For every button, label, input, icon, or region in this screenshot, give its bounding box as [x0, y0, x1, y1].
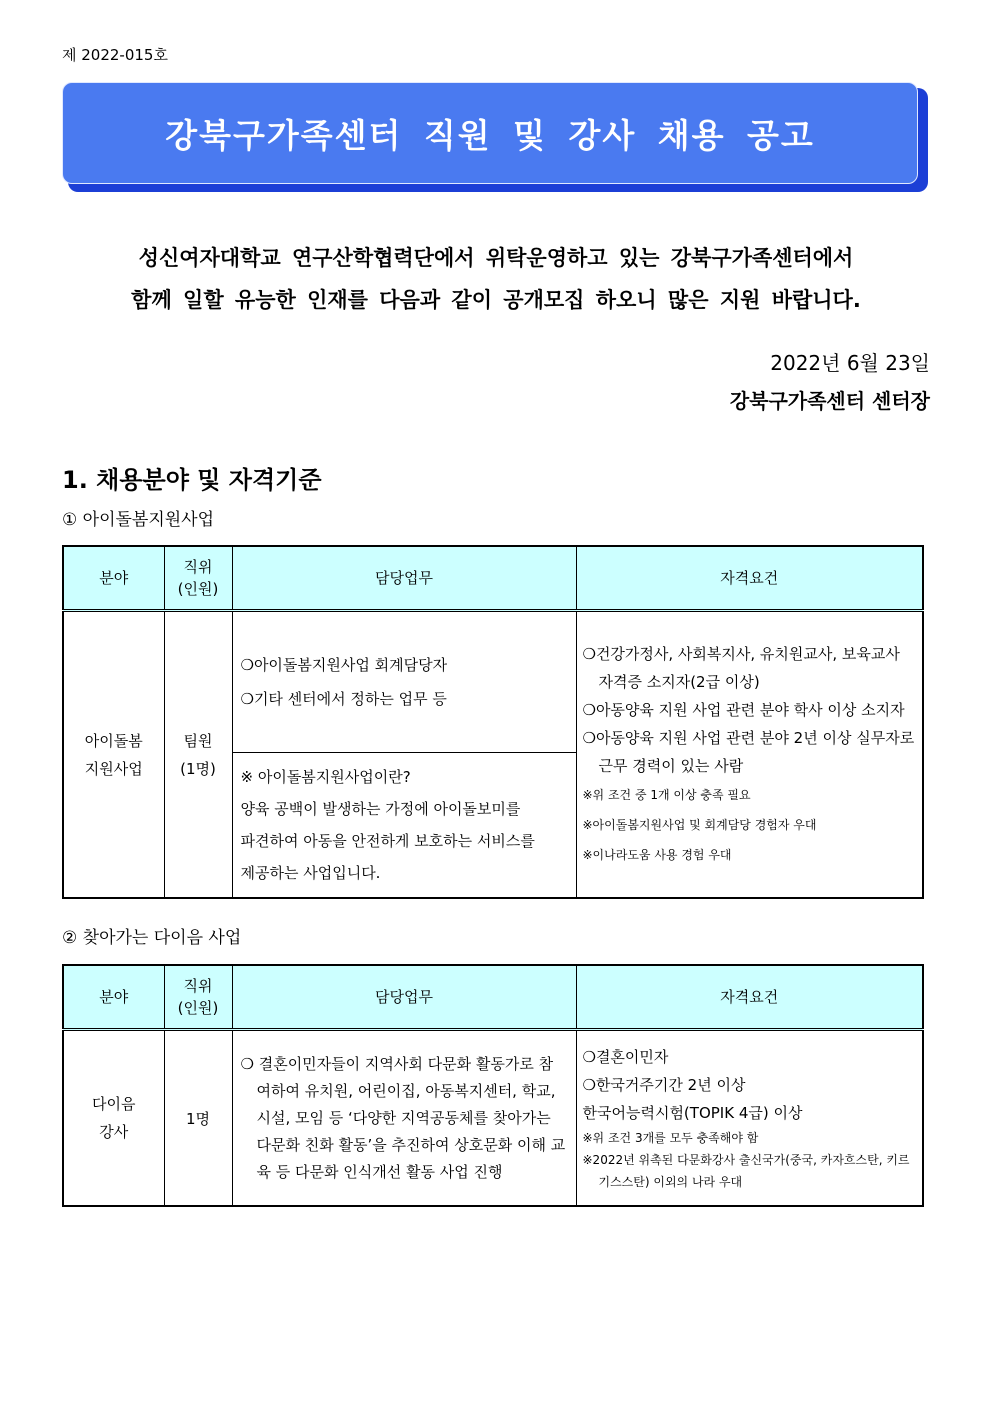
requirements-cell	[576, 611, 923, 899]
intro-line-2: 함께 일할 유능한 인재를 다음과 같이 공개모집 하오니 많은 지원 바랍니다.	[131, 288, 861, 312]
header-position-line1: 직위	[183, 977, 213, 995]
header-field: 분야	[63, 546, 164, 611]
requirement-item: ❍아동양육 지원 사업 관련 분야 학사 이상 소지자	[582, 700, 905, 719]
title-banner	[62, 82, 918, 184]
position-cell: 1명	[164, 1030, 232, 1207]
table-header-row	[63, 546, 923, 611]
requirement-note: ※2022년 위촉된 다문화강사 출신국가(중국, 카자흐스탄, 키르기스스탄) 이외의 나라 우대	[582, 1153, 910, 1189]
recruit-table-1	[62, 545, 924, 899]
table2-subtitle: ② 찾아가는 다이음 사업	[62, 928, 242, 948]
table-header-row	[63, 965, 923, 1030]
table1-subtitle: ① 아이돌봄지원사업	[62, 510, 215, 530]
header-duties: 담당업무	[232, 965, 576, 1030]
field-cell	[63, 1030, 164, 1207]
duty-item: ❍아이돌봄지원사업 회계담당자	[240, 656, 448, 674]
header-qualifications: 자격요건	[576, 965, 923, 1030]
info-title: ※ 아이돌봄지원사업이란?	[240, 768, 411, 786]
header-position-line2: (인원)	[177, 580, 219, 598]
position-cell	[164, 611, 232, 899]
field-line1: 아이돌봄	[84, 731, 143, 750]
field-line1: 다이음	[92, 1095, 136, 1113]
position-line1: 팀원	[183, 731, 213, 750]
requirement-item: ❍건강가정사, 사회복지사, 유치원교사, 보육교사 자격증 소지자(2급 이상)	[582, 644, 900, 691]
field-line2: 강사	[99, 1123, 129, 1141]
field-line2: 지원사업	[84, 759, 143, 778]
signer: 강북구가족센터 센터장	[729, 389, 930, 413]
requirement-note: ※위 조건 중 1개 이상 충족 필요	[582, 787, 751, 802]
header-position	[164, 965, 232, 1030]
section-title: 1. 채용분야 및 자격기준	[62, 466, 322, 494]
requirement-note: ※이나라도움 사용 경험 우대	[582, 847, 732, 862]
page-title: 강북구가족센터 직원 및 강사 채용 공고	[165, 115, 815, 155]
position-line2: (1명)	[180, 759, 216, 778]
requirement-item: ❍아동양육 지원 사업 관련 분야 2년 이상 실무자로 근무 경력이 있는 사람	[582, 728, 915, 775]
header-field: 분야	[63, 965, 164, 1030]
requirement-note: ※위 조건 3개를 모두 충족해야 함	[582, 1131, 759, 1145]
intro-line-1: 성신여자대학교 연구산학협력단에서 위탁운영하고 있는 강북구가족센터에서	[138, 246, 854, 270]
duty-item: ❍ 결혼이민자들이 지역사회 다문화 활동가로 참여하여 유치원, 어린이집, 아동복지센터, 학교, 시설, 모임 등 ‘다양한 지역공동체를 찾아가는 다문화 친화 활동’을 추진하여 상호문화 이해 교육 등 다문화 인식개선 활동 사업 진행	[240, 1054, 566, 1181]
table-row	[63, 1030, 923, 1207]
header-position-line1: 직위	[183, 558, 213, 576]
info-cell	[232, 753, 576, 899]
header-duties: 담당업무	[232, 546, 576, 611]
field-cell	[63, 611, 164, 899]
duties-cell	[232, 611, 576, 753]
requirement-item: ❍결혼이민자	[582, 1048, 669, 1066]
header-position	[164, 546, 232, 611]
info-line: 파견하여 아동을 안전하게 보호하는 서비스를	[240, 832, 535, 850]
notice-date: 2022년 6월 23일	[770, 351, 930, 375]
header-qualifications: 자격요건	[576, 546, 923, 611]
header-position-line2: (인원)	[177, 999, 219, 1017]
requirement-note: ※아이돌봄지원사업 및 회계담당 경험자 우대	[582, 817, 817, 832]
info-line: 제공하는 사업입니다.	[240, 864, 381, 882]
recruit-table-2	[62, 964, 924, 1207]
duties-cell	[232, 1030, 576, 1207]
requirements-cell	[576, 1030, 923, 1207]
requirement-item: 한국어능력시험(TOPIK 4급) 이상	[582, 1104, 803, 1122]
requirement-item: ❍한국거주기간 2년 이상	[582, 1076, 746, 1094]
info-line: 양육 공백이 발생하는 가정에 아이돌보미를	[240, 800, 521, 818]
table-row	[63, 611, 923, 753]
document-number: 제 2022-015호	[62, 46, 168, 64]
duty-item: ❍기타 센터에서 정하는 업무 등	[240, 690, 447, 708]
